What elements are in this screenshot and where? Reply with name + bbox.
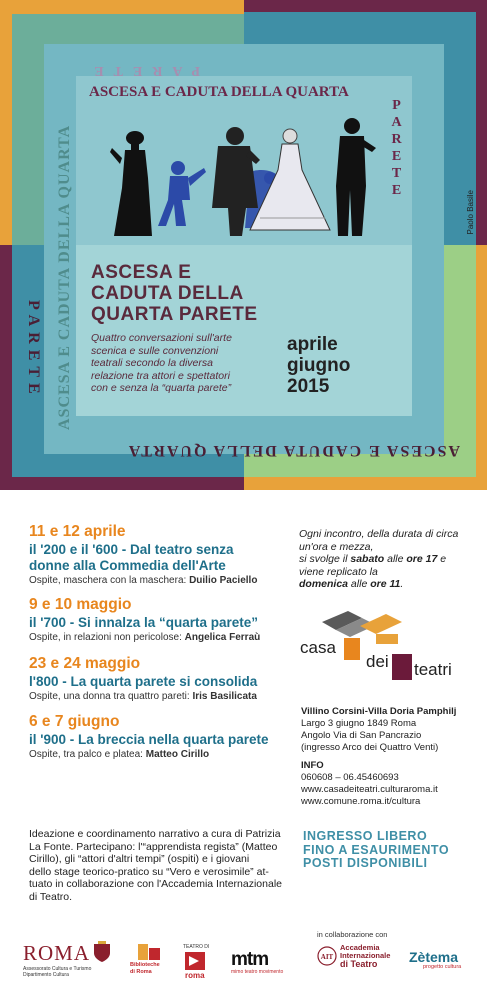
period [287, 334, 350, 397]
credits-line: Ideazione e coordinamento narrativo a cura di Patrizia [29, 828, 281, 840]
event-date: 9 e 10 maggio [29, 596, 132, 613]
roma-crest-icon [93, 941, 111, 963]
text: ore 11 [370, 578, 401, 590]
svg-text:AIT: AIT [320, 953, 334, 961]
event-title: il '700 - Si innalza la “quarta parete” [29, 615, 259, 630]
address-line: (ingresso Arco dei Quattro Venti) [301, 742, 439, 753]
frame-title-right: PARETE [389, 98, 404, 200]
event-title: il '200 e il '600 - Dal teatro senza [29, 542, 234, 557]
accademia-line: Accademia [340, 943, 380, 952]
roma-sub [23, 966, 91, 978]
guest-label: Ospite, tra palco e platea: [29, 749, 143, 760]
credits-line: Cirillo), gli “attori d'altri tempi” (ospiti) e i giovani [29, 853, 250, 865]
guest-label: Ospite, in relazioni non pericolose: [29, 632, 182, 643]
accademia-line: di Teatro [340, 959, 378, 969]
title-line-3: QUARTA PARETE [91, 304, 258, 325]
event-guest [29, 632, 260, 643]
event-title: il '900 - La breccia nella quarta parete [29, 732, 269, 747]
poster-artwork [0, 0, 487, 490]
address-line: Largo 3 giugno 1849 Roma [301, 718, 417, 729]
zetema-sub: progetto cultura [423, 964, 462, 970]
period-line-1: aprile [287, 334, 338, 355]
frame-bottom-text: ASCESA E CADUTA DELLA QUARTA [126, 442, 460, 459]
event-item [29, 596, 260, 643]
info-website-link[interactable]: www.comune.roma.it/cultura [301, 796, 421, 807]
credits-line: tuato in collaborazione con l'Accademia Internazionale [29, 878, 282, 890]
biblioteche-line: di Roma [130, 968, 152, 975]
credits-line: di Teatro. [29, 890, 72, 903]
mtm-text: mtm [231, 949, 269, 970]
schedule-line [299, 553, 479, 566]
logo-text-casa: casa [300, 638, 336, 657]
teatro-di-roma-logo [183, 944, 223, 980]
roma-sub-line: Assessorato Cultura e Turismo [23, 966, 92, 972]
biblioteche-text [130, 962, 160, 975]
info-phone: 060608 – 06.45460693 [301, 772, 399, 783]
event-date: 11 e 12 aprile [29, 523, 126, 540]
text: ore 17 [406, 553, 438, 565]
info-label: INFO [301, 760, 324, 771]
event-item [29, 523, 257, 586]
credits-paragraph [29, 828, 289, 903]
biblioteche-logo [130, 944, 174, 980]
title-line-1: ASCESA E [91, 262, 192, 283]
entrance-line: INGRESSO LIBERO [303, 829, 428, 843]
logo-text-teatri: teatri [414, 660, 452, 679]
teatro-roma-top: TEATRO DI [183, 944, 210, 950]
frame-top-faded: PARETE [84, 63, 200, 78]
accademia-line: Internazionale [340, 951, 391, 960]
subtitle [91, 332, 232, 395]
period-year: 2015 [287, 376, 330, 397]
entrance-line: FINO A ESAURIMENTO [303, 842, 450, 857]
venue-address [301, 706, 481, 754]
subtitle-line: teatrali secondo la diversa [91, 357, 213, 369]
event-item [29, 713, 269, 760]
guest-name: Matteo Cirillo [145, 749, 210, 760]
subtitle-line: Quattro conversazioni sull'arte [91, 332, 232, 344]
logo-text-dei: dei [366, 652, 389, 671]
mtm-sub: mimo teatro movimento [231, 969, 284, 975]
text: e [437, 553, 447, 565]
credits-line: dello stage teorico-pratico su “Vero e verosimile” at- [29, 865, 269, 878]
guest-name: Duilio Paciello [189, 575, 258, 586]
collaboration-label: in collaborazione con [317, 930, 388, 939]
info-website-link[interactable]: www.casadeiteatri.culturaroma.it [301, 784, 438, 795]
frame-title-top: ASCESA E CADUTA DELLA QUARTA [89, 84, 349, 100]
text: alle [348, 578, 371, 590]
title-line-2: CADUTA DELLA [91, 283, 244, 304]
biblioteche-line: Biblioteche [130, 962, 160, 968]
text: . [400, 578, 404, 590]
entrance-line: POSTI DISPONIBILI [303, 856, 428, 870]
zetema-text: Zètema [409, 949, 459, 965]
theatre-silhouettes-illustration [100, 108, 385, 244]
frame-left-rot-text: PARETE [25, 300, 42, 400]
venue-name: Villino Corsini-Villa Doria Pamphilj [301, 706, 457, 717]
event-guest [29, 749, 269, 760]
venue-info [301, 760, 481, 808]
accademia-text [340, 944, 390, 968]
frame-left-text: ASCESA E CADUTA DELLA QUARTA [56, 124, 73, 430]
schedule-line: viene replicato la [299, 565, 378, 578]
teatro-roma-bottom: roma [185, 971, 205, 980]
event-date: 6 e 7 giugno [29, 713, 120, 730]
text: sabato [350, 553, 385, 565]
subtitle-line: con e senza la “quarta parete” [91, 382, 232, 394]
roma-logo [23, 941, 123, 981]
event-item [29, 655, 257, 702]
schedule-line: Ogni incontro, della durata di circa [299, 528, 459, 540]
accademia-logo [317, 944, 397, 980]
guest-label: Ospite, una donna tra quattro pareti: [29, 691, 190, 702]
event-title-cont: donne alla Commedia dell'Arte [29, 558, 226, 573]
address-line: Angolo Via di San Pancrazio [301, 730, 422, 741]
biblioteche-icon [138, 944, 160, 960]
guest-name: Iris Basilicata [192, 691, 257, 702]
period-line-2: giugno [287, 355, 351, 376]
event-guest [29, 691, 257, 702]
guest-name: Angelica Ferraù [184, 632, 261, 643]
page-title [91, 262, 258, 325]
zetema-logo [409, 950, 479, 980]
text: domenica [299, 578, 349, 590]
credits-line: La Fonte. Partecipano: l'“apprendista regista” (Matteo [29, 840, 278, 853]
mtm-logo [231, 950, 297, 980]
subtitle-line: relazione tra attori e spettatori [91, 369, 230, 382]
casa-dei-teatri-logo [300, 608, 470, 688]
roma-logo-text: ROMA [23, 941, 91, 965]
event-date: 23 e 24 maggio [29, 655, 141, 672]
text: si svolge il [299, 553, 351, 565]
photo-credit: Paolo Basile [466, 190, 475, 235]
guest-label: Ospite, maschera con la maschera: [29, 575, 187, 586]
event-title: l'800 - La quarta parete si consolida [29, 674, 258, 689]
teatro-roma-icon [185, 952, 205, 970]
event-guest [29, 575, 257, 586]
accademia-emblem-icon [317, 946, 337, 966]
schedule-line [299, 578, 479, 591]
roma-sub-line: Dipartimento Cultura [23, 972, 69, 978]
free-entrance-notice [303, 830, 478, 871]
subtitle-line: scenica e sulle convenzioni [91, 344, 219, 357]
text: alle [384, 553, 407, 565]
schedule-note [299, 528, 479, 591]
schedule-line: un'ora e mezza, [299, 540, 374, 553]
